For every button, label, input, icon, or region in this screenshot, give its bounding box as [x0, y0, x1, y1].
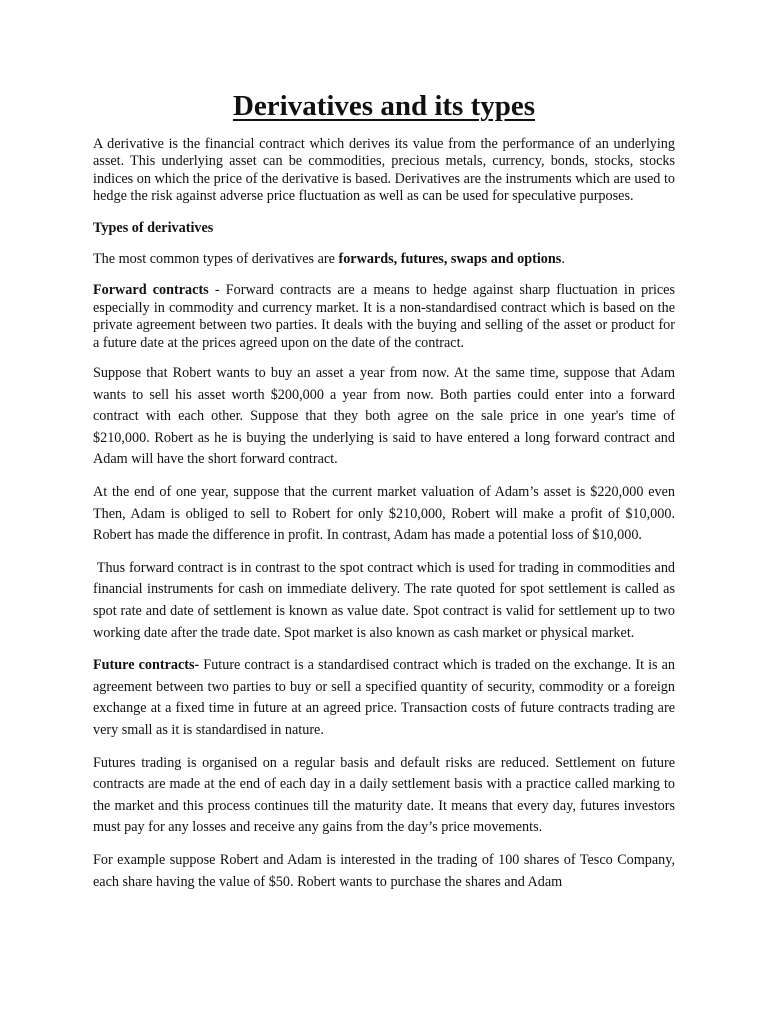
- robert-adam-paragraph: Suppose that Robert wants to buy an asset a year from now. At the same time, suppose that Adam wants to sell his asset worth $200,000 a year from now. Both parties could enter into a forward contract with each other. Suppose that they both agree on the sale price in one year's time of $210,000. Robert as he is buying the underlying is said to have entered a long forward contract and Adam will have the short forward contract.: [93, 365, 675, 468]
- common-types-bold: forwards, futures, swaps and options: [338, 251, 562, 268]
- spot-contract-paragraph: Thus forward contract is in contrast to the spot contract which is used for trading in commodities and financial instruments for cash on immediate delivery. The rate quoted for spot settlement is called as spot rate and date of settlement is known as value date. Spot contract is valid for settlement up to two working date after the trade date. Spot market is also known as cash market or physical market.: [93, 559, 679, 641]
- common-types-suffix: .: [561, 251, 565, 268]
- future-contracts-term: Future contracts-: [93, 657, 200, 674]
- section-heading-types: [93, 220, 675, 237]
- document-title: Derivatives and its types: [232, 90, 536, 122]
- end-of-year-paragraph: At the end of one year, suppose that the current market valuation of Adam’s asset is $220,000 even Then, Adam is obliged to sell to Robert for only $210,000, Robert will make a profit of $10,000. Robert has made the difference in profit. In contrast, Adam has made a potential loss of $10,000.: [93, 484, 675, 544]
- future-contracts-paragraph: [93, 655, 675, 741]
- common-types-prefix: The most common types of derivatives are: [93, 251, 339, 268]
- future-contracts-text: Future contract is a standardised contract which is traded on the exchange. It is an agreement between two parties to buy or sell a specified quantity of security, commodity or a foreign exchange at a fixed time in future at an agreed price. Transaction costs of future contracts trading are very small as it is standardised in nature.: [93, 657, 675, 738]
- forward-contracts-term: Forward contracts: [93, 282, 209, 299]
- common-types-paragraph: [93, 251, 675, 268]
- intro-paragraph: A derivative is the financial contract which derives its value from the performance of an underlying asset. This underlying asset can be commodities, precious metals, currency, bonds, stocks, stocks indices on which the price of the derivative is based. Derivatives are the instruments which are used to hedge the risk against adverse price fluctuation as well as can be used for speculative purposes.: [93, 136, 675, 205]
- example-paragraph: For example suppose Robert and Adam is interested in the trading of 100 shares of Tesco Company, each share having the value of $50. Robert wants to purchase the shares and Adam: [93, 851, 675, 890]
- types-heading-text: Types of derivatives: [93, 219, 214, 236]
- forward-contracts-paragraph: [93, 282, 675, 352]
- forward-contracts-text: - Forward contracts are a means to hedge against sharp fluctuation in prices especially in commodity and currency market. It is a non-standardised contract which is based on the private agreement between two parties. It deals with the buying and selling of the asset or product for a future date at the prices agreed upon on the date of the contract.: [93, 282, 675, 351]
- futures-trading-paragraph: Futures trading is organised on a regular basis and default risks are reduced. Settlement on future contracts are made at the end of each day in a daily settlement basis with a practice called marking to the market and this process continues till the maturity date. It means that every day, futures investors must pay for any losses and receive any gains from the day’s price movements.: [93, 754, 675, 836]
